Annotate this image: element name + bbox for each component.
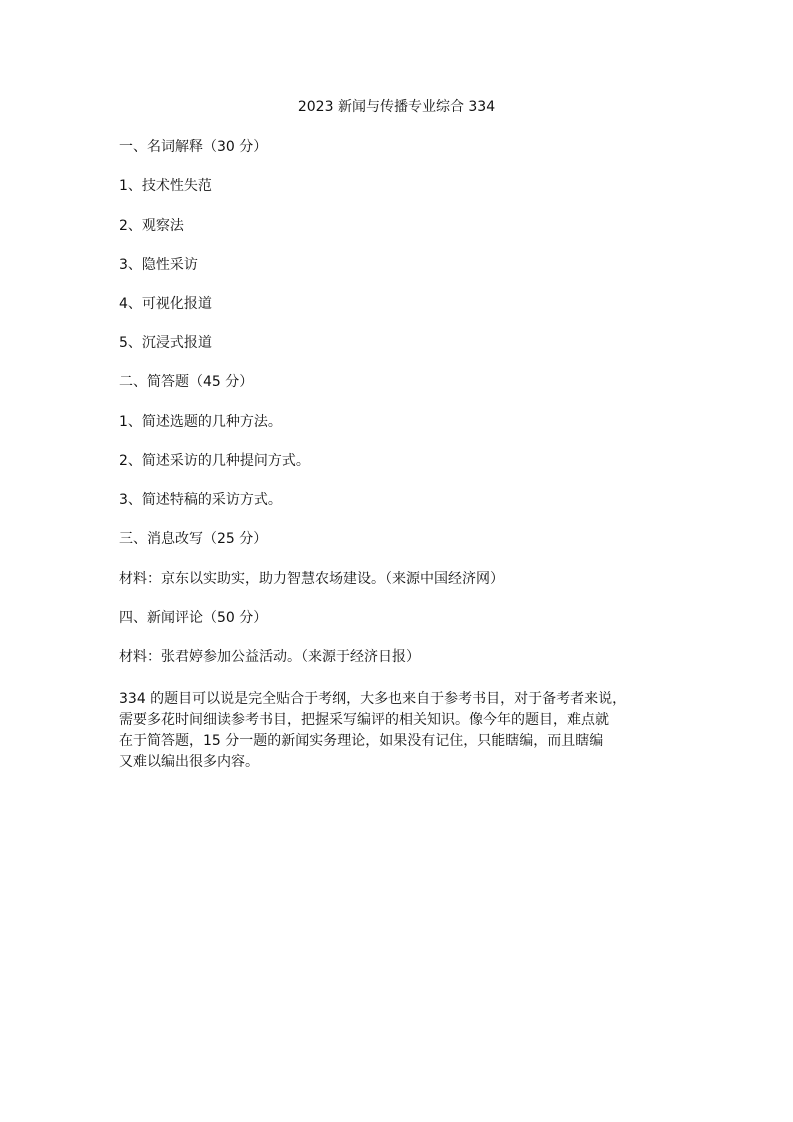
list-item: 5、沉浸式报道	[119, 335, 212, 351]
section-heading-3: 三、消息改写（25 分）	[119, 531, 268, 547]
list-item: 2、观察法	[119, 218, 184, 234]
section-heading-2: 二、简答题（45 分）	[119, 374, 254, 390]
list-item: 2、简述采访的几种提问方式。	[119, 453, 310, 469]
material-text: 材料：京东以实助实，助力智慧农场建设。（来源中国经济网）	[119, 571, 504, 587]
document-title: 2023 新闻与传播专业综合 334	[297, 99, 496, 115]
paragraph-line: 在于简答题，15 分一题的新闻实务理论，如果没有记住，只能瞎编，而且瞎编	[119, 733, 604, 749]
list-item: 1、简述选题的几种方法。	[119, 414, 282, 430]
material-text: 材料：张君婷参加公益活动。（来源于经济日报）	[119, 649, 420, 665]
list-item: 1、技术性失范	[119, 178, 212, 194]
paragraph-line: 334 的题目可以说是完全贴合于考纲，大多也来自于参考书目，对于备考者来说，	[119, 691, 627, 707]
section-heading-4: 四、新闻评论（50 分）	[119, 610, 268, 626]
paragraph-line: 又难以编出很多内容。	[119, 754, 259, 770]
list-item: 3、隐性采访	[119, 257, 198, 273]
list-item: 3、简述特稿的采访方式。	[119, 492, 282, 508]
closing-paragraph	[119, 689, 679, 773]
paragraph-line: 需要多花时间细读参考书目，把握采写编评的相关知识。像今年的题目，难点就	[119, 712, 609, 728]
list-item: 4、可视化报道	[119, 296, 212, 312]
section-heading-1: 一、名词解释（30 分）	[119, 139, 268, 155]
